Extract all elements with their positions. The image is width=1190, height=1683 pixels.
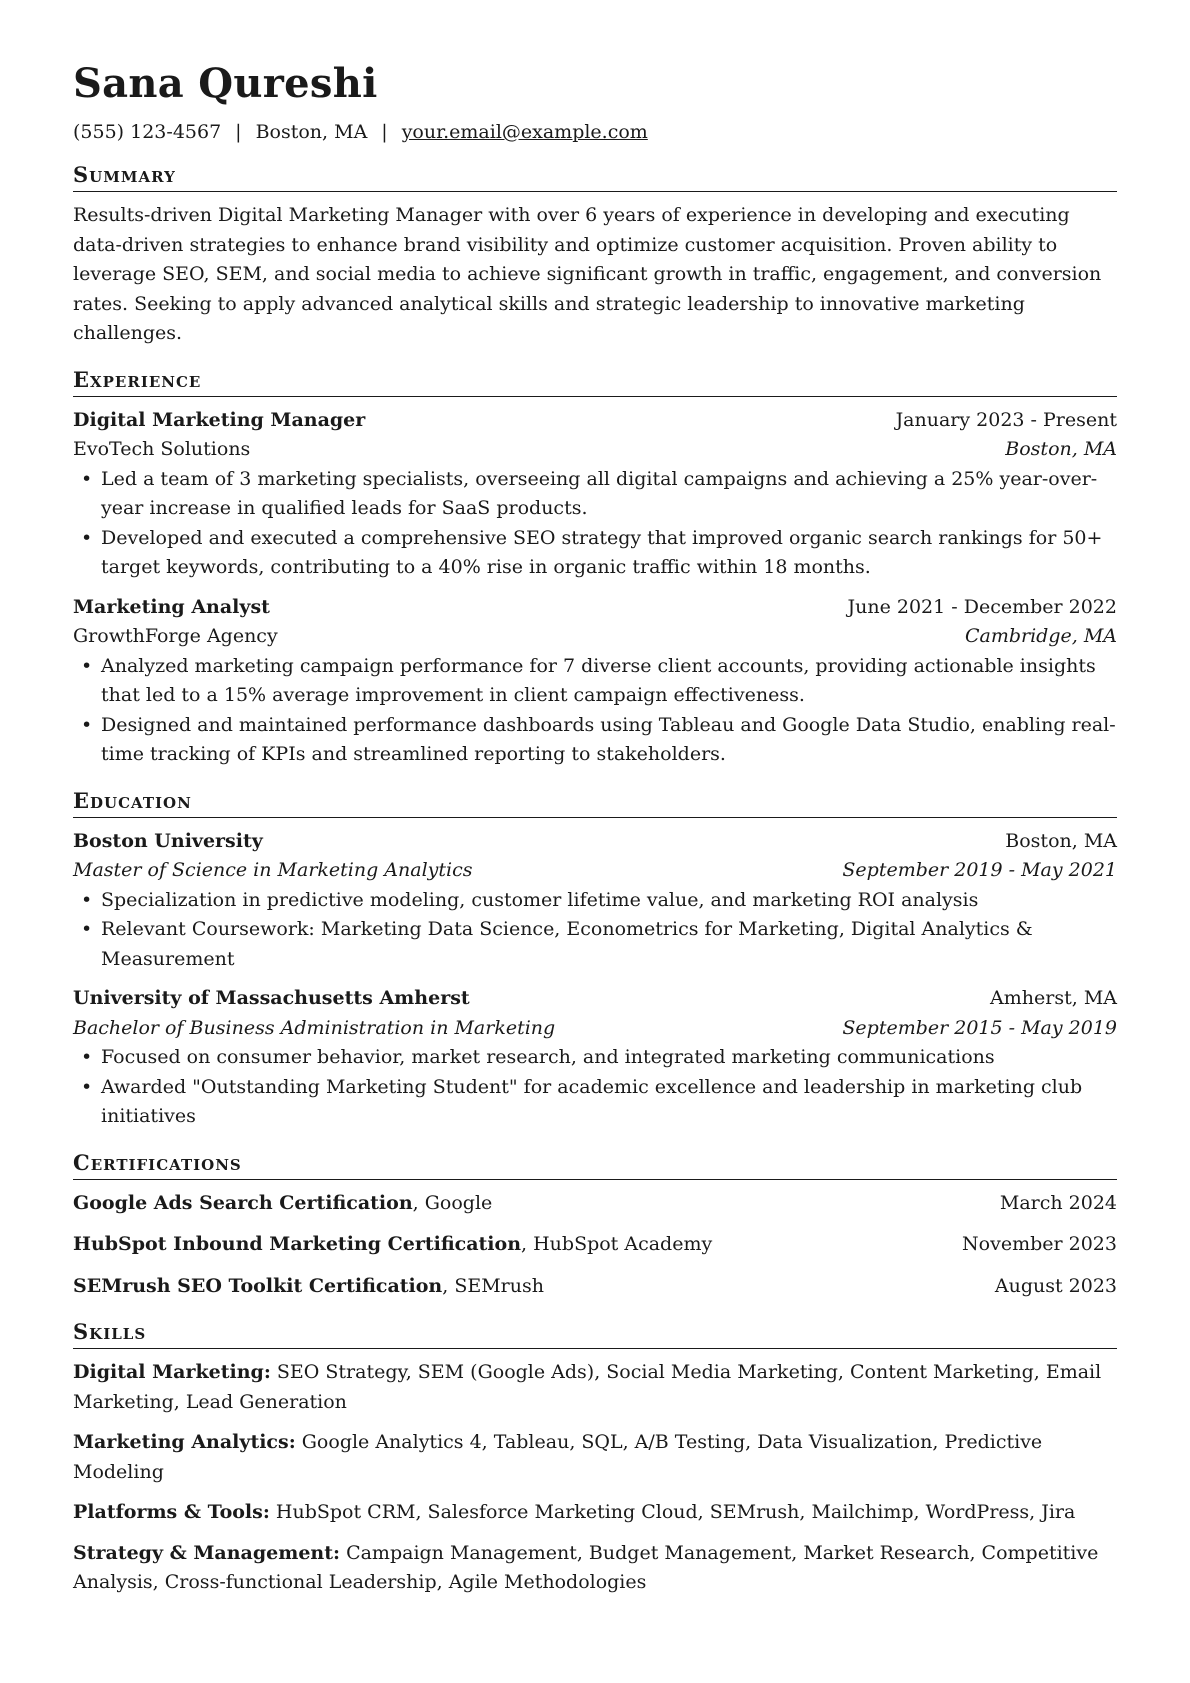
phone-number: (555) 123-4567	[73, 121, 222, 143]
certification-name: Google Ads Search Certification	[73, 1191, 413, 1214]
experience-entry	[73, 593, 1117, 770]
experience-entry	[73, 406, 1117, 583]
skills-heading: Skills	[73, 1319, 1117, 1349]
degree-name: Master of Science in Marketing Analytics	[73, 859, 473, 881]
degree-name: Bachelor of Business Administration in Marketing	[73, 1016, 556, 1039]
job-bullets	[73, 465, 1117, 583]
job-role: Marketing Analyst	[73, 595, 270, 618]
contact-line	[73, 120, 1117, 144]
skill-group-items: Campaign Management, Budget Management, Market Research, Competitive Analysis, Cross-functional Leadership, Agile Methodologies	[73, 1541, 1099, 1593]
certification-issuer: , HubSpot Academy	[521, 1233, 713, 1255]
candidate-name: Sana Qureshi	[73, 60, 378, 107]
certification-issuer: , SEMrush	[442, 1274, 544, 1297]
experience-heading: Experience	[73, 367, 1117, 397]
skill-group-items: SEO Strategy, SEM (Google Ads), Social Media Marketing, Content Marketing, Email Marketing, Lead Generation	[73, 1361, 1102, 1413]
education-heading: Education	[73, 788, 1117, 818]
certification-date: August 2023	[994, 1274, 1117, 1297]
education-dates: September 2019 - May 2021	[842, 859, 1117, 881]
certification-row	[73, 1272, 1117, 1302]
summary-text: Results-driven Digital Marketing Manager with over 6 years of experience in developing and executing data-driven strategies to enhance brand visibility and optimize customer acquisition. Proven ability to leverage SEO, SEM, and social media to achieve significant growth in traffic, engagement, and conversion rates. Seeking to apply advanced analytical skills and strategic leadership to innovative marketing challenges.	[73, 204, 1102, 344]
skill-group-label: Platforms & Tools:	[73, 1501, 270, 1523]
bullet-item: • Specialization in predictive modeling, customer lifetime value, and marketing ROI analysis	[73, 886, 1117, 916]
skill-group	[73, 1498, 1117, 1528]
school-name: Boston University	[73, 829, 263, 852]
certification-row	[73, 1189, 1117, 1219]
bullet-item: • Developed and executed a comprehensive SEO strategy that improved organic search rankings for 50+ target keywords, contributing to a 40% rise in organic traffic within 18 months.	[73, 524, 1117, 583]
school-location: Amherst, MA	[990, 987, 1117, 1009]
certification-row	[73, 1230, 1117, 1260]
email-link[interactable]: your.email@example.com	[401, 121, 648, 143]
skill-group-items: HubSpot CRM, Salesforce Marketing Cloud, SEMrush, Mailchimp, WordPress, Jira	[269, 1501, 1076, 1523]
skill-group-items: Google Analytics 4, Tableau, SQL, A/B Testing, Data Visualization, Predictive Modeling	[73, 1431, 1043, 1483]
contact-separator: |	[381, 121, 388, 143]
job-location: Boston, MA	[1005, 438, 1117, 460]
contact-separator: |	[235, 121, 242, 143]
certification-name: SEMrush SEO Toolkit Certification	[73, 1274, 443, 1297]
bullet-item: • Analyzed marketing campaign performance for 7 diverse client accounts, providing actionable insights that led to a 15% average improvement in client campaign effectiveness.	[73, 652, 1117, 711]
education-bullets	[73, 886, 1117, 975]
school-name: University of Massachusetts Amherst	[73, 987, 470, 1009]
certifications-heading: Certifications	[73, 1150, 1117, 1180]
job-role: Digital Marketing Manager	[73, 408, 366, 431]
job-bullets	[73, 652, 1117, 770]
certification-date: March 2024	[999, 1191, 1117, 1214]
bullet-item: • Led a team of 3 marketing specialists, overseeing all digital campaigns and achieving a 25% year-over-year increase in qualified leads for SaaS products.	[73, 465, 1117, 524]
education-entry	[73, 827, 1117, 975]
contact-location: Boston, MA	[255, 121, 368, 143]
skill-group	[73, 1539, 1117, 1598]
school-location: Boston, MA	[1005, 829, 1117, 852]
job-company: GrowthForge Agency	[73, 625, 278, 647]
skill-group	[73, 1358, 1117, 1417]
skill-group-label: Marketing Analytics:	[73, 1431, 296, 1453]
job-dates: January 2023 - Present	[895, 408, 1117, 431]
education-bullets	[73, 1043, 1117, 1132]
skill-group	[73, 1428, 1117, 1487]
bullet-item: • Designed and maintained performance dashboards using Tableau and Google Data Studio, enabling real-time tracking of KPIs and streamlined reporting to stakeholders.	[73, 711, 1117, 770]
summary-heading: Summary	[73, 162, 1117, 192]
job-company: EvoTech Solutions	[73, 438, 251, 460]
certification-issuer: , Google	[412, 1191, 493, 1214]
job-dates: June 2021 - December 2022	[847, 595, 1117, 618]
education-entry	[73, 984, 1117, 1132]
skill-group-label: Digital Marketing:	[73, 1361, 271, 1383]
job-location: Cambridge, MA	[964, 625, 1117, 647]
bullet-item: • Relevant Coursework: Marketing Data Science, Econometrics for Marketing, Digital Analytics & Measurement	[73, 915, 1117, 974]
education-dates: September 2015 - May 2019	[842, 1016, 1117, 1039]
bullet-item: • Focused on consumer behavior, market research, and integrated marketing communications	[73, 1043, 1117, 1073]
certification-date: November 2023	[962, 1233, 1117, 1255]
skill-group-label: Strategy & Management:	[73, 1541, 341, 1564]
bullet-item: • Awarded "Outstanding Marketing Student" for academic excellence and leadership in marketing club initiatives	[73, 1073, 1117, 1132]
certification-name: HubSpot Inbound Marketing Certification	[73, 1233, 522, 1255]
